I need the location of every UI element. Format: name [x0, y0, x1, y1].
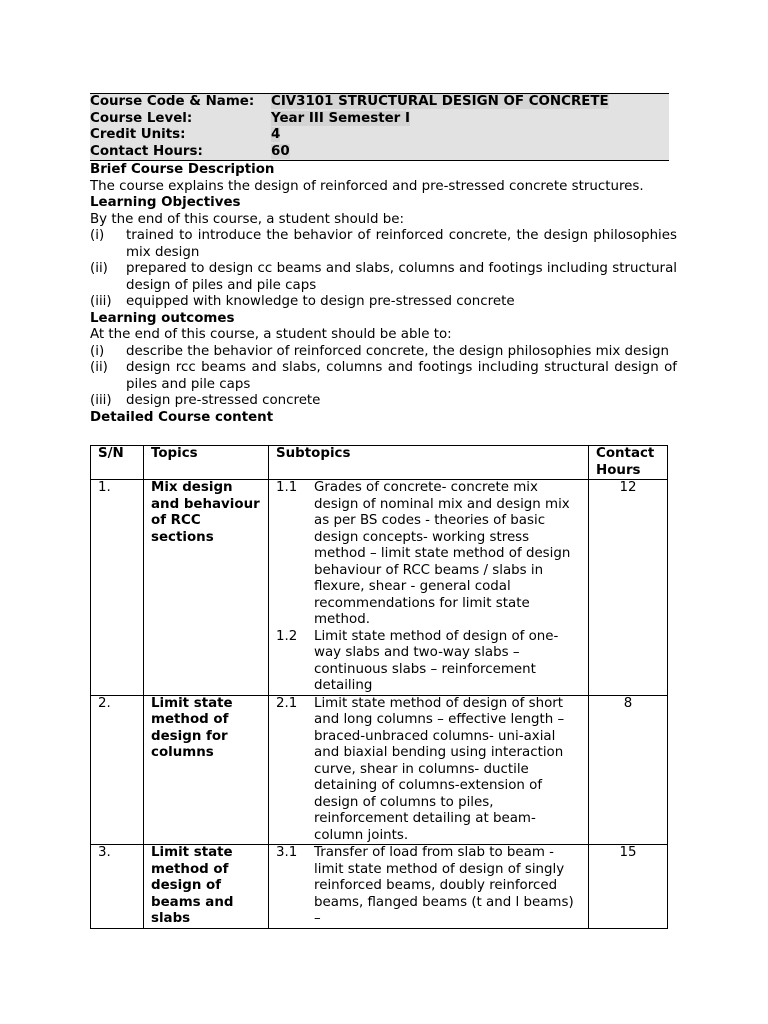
row-sn: 3. — [91, 845, 144, 929]
info-row-course-level — [90, 111, 669, 128]
subtopic-text: Grades of concrete- concrete mix design of nominal mix and design mix as per BS codes - theories of basic design concepts- working stress method – limit state method of design behaviour of RCC beams / slabs in flexure, shear - general codal recommendations for limit state method. — [314, 480, 571, 627]
column-header-sn: S/N — [91, 446, 144, 480]
info-value: Year III Semester I — [271, 110, 410, 126]
info-row-course-code — [90, 94, 669, 111]
row-hours: 15 — [589, 845, 668, 929]
list-item — [90, 360, 677, 393]
list-number: (ii) — [90, 261, 108, 276]
info-row-credit-units — [90, 127, 669, 144]
list-item — [90, 344, 677, 361]
info-value: CIV3101 STRUCTURAL DESIGN OF CONCRETE — [271, 94, 609, 109]
section-heading: Learning Objectives — [90, 195, 241, 210]
list-item — [90, 261, 677, 294]
list-text: trained to introduce the behavior of reinforced concrete, the design philosophies mix design — [126, 228, 677, 260]
row-topic: Limit state method of design for columns — [144, 695, 269, 845]
section-heading: Learning outcomes — [90, 310, 235, 326]
subtopic-text: Limit state method of design of short and long columns – effective length – braced-unbraced columns- uni-axial and biaxial bending using interaction curve, shear in columns- ductile detaining of columns-extension of design of columns to piles, reinforcement detailing at beam-column joints. — [314, 695, 565, 843]
subtopic-item — [276, 629, 581, 695]
subtopic-number: 1.2 — [276, 628, 298, 644]
column-header-topics: Topics — [144, 446, 269, 480]
row-sn: 2. — [91, 695, 144, 845]
list-text: design pre-stressed concrete — [126, 393, 321, 408]
list-number: (i) — [90, 343, 105, 359]
course-description-section — [90, 162, 677, 426]
info-label: Credit Units: — [90, 127, 186, 142]
row-topic: Mix design and behaviour of RCC sections — [144, 480, 269, 696]
row-sn: 1. — [91, 480, 144, 696]
table-row — [91, 845, 668, 929]
subtopic-item — [276, 696, 581, 845]
outcomes-intro: At the end of this course, a student should be able to: — [90, 327, 452, 342]
subtopic-item — [276, 480, 581, 629]
row-hours: 12 — [589, 480, 668, 696]
list-text: equipped with knowledge to design pre-stressed concrete — [126, 294, 515, 309]
row-subtopics — [269, 695, 589, 845]
info-value: 60 — [271, 143, 290, 159]
table-header-row — [91, 446, 668, 480]
subtopic-item — [276, 845, 581, 928]
section-heading: Brief Course Description — [90, 162, 275, 177]
subtopic-number: 2.1 — [276, 695, 298, 711]
table-row — [91, 480, 668, 696]
subtopic-number: 1.1 — [276, 480, 298, 495]
list-number: (i) — [90, 228, 105, 243]
info-row-contact-hours — [90, 144, 669, 161]
subtopic-text: Transfer of load from slab to beam - limit state method of design of singly reinforced beams, doubly reinforced beams, flanged beams (t and l beams) – — [314, 845, 574, 926]
section-heading: Detailed Course content — [90, 409, 274, 425]
row-hours: 8 — [589, 695, 668, 845]
course-info-block — [90, 93, 669, 161]
list-text: describe the behavior of reinforced concrete, the design philosophies mix design — [126, 343, 669, 359]
info-label: Course Code & Name: — [90, 94, 255, 109]
info-value: 4 — [271, 127, 281, 142]
description-text: The course explains the design of reinforced and pre-stressed concrete structures. — [90, 178, 644, 194]
list-number: (iii) — [90, 393, 112, 408]
info-label: Course Level: — [90, 110, 193, 126]
list-item — [90, 294, 677, 311]
objectives-intro: By the end of this course, a student should be: — [90, 211, 404, 227]
column-header-hours: Contact Hours — [589, 446, 668, 480]
column-header-subtopics: Subtopics — [269, 446, 589, 480]
table-row — [91, 695, 668, 845]
list-item — [90, 228, 677, 261]
list-item — [90, 393, 677, 410]
info-label: Contact Hours: — [90, 143, 203, 159]
list-text: prepared to design cc beams and slabs, columns and footings including structural design of piles and pile caps — [126, 261, 677, 293]
row-topic: Limit state method of design of beams and slabs — [144, 845, 269, 929]
row-subtopics — [269, 845, 589, 929]
subtopic-number: 3.1 — [276, 845, 298, 860]
list-number: (iii) — [90, 294, 112, 309]
course-content-table — [90, 445, 668, 929]
list-number: (ii) — [90, 360, 108, 375]
row-subtopics — [269, 480, 589, 696]
list-text: design rcc beams and slabs, columns and footings including structural design of piles and pile caps — [126, 360, 677, 392]
subtopic-text: Limit state method of design of one-way slabs and two-way slabs – continuous slabs – reinforcement detailing — [314, 628, 559, 693]
